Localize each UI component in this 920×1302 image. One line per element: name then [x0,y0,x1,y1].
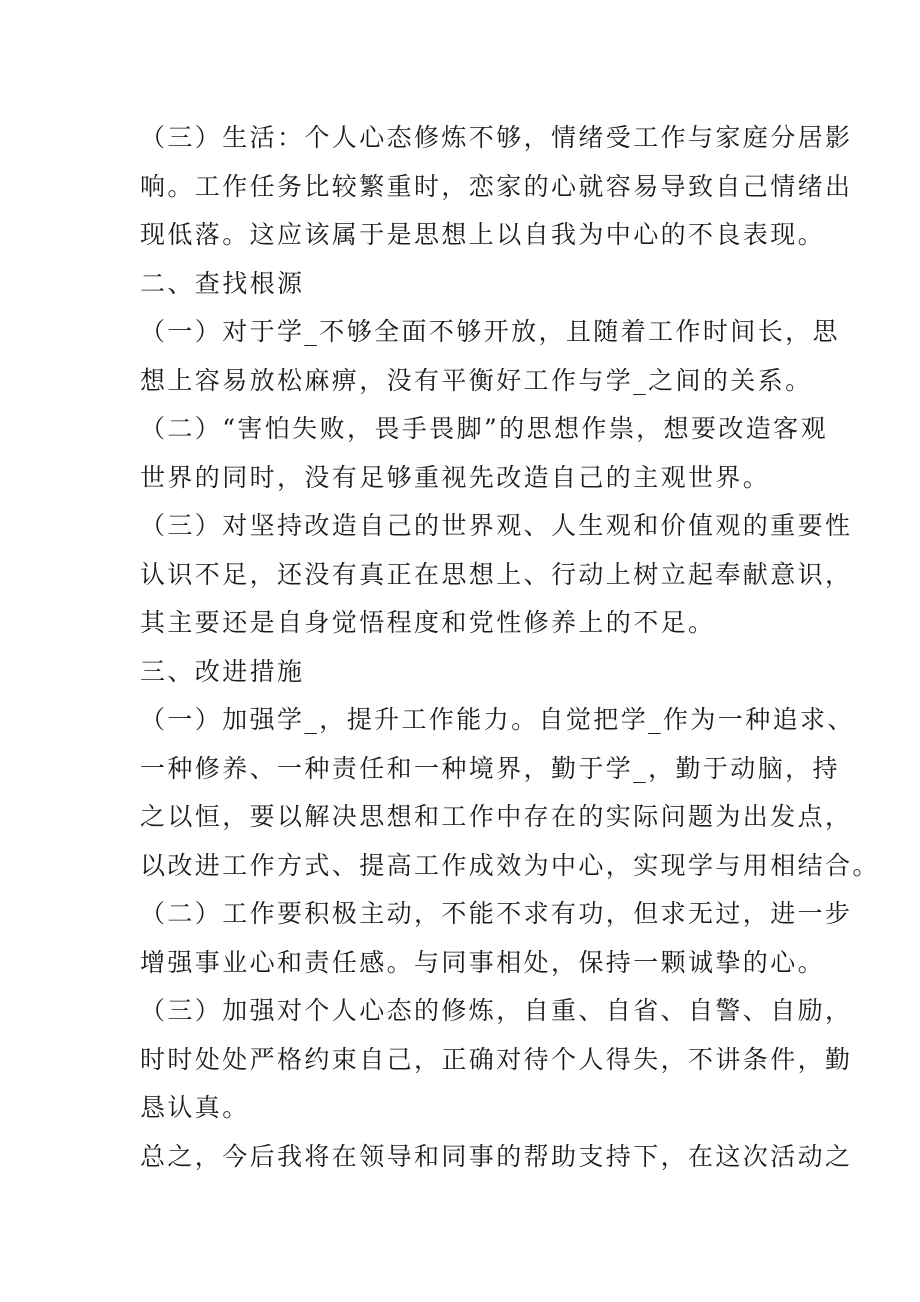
text-line: 增强事业心和责任感。与同事相处，保持一颗诚挚的心。 [140,947,826,977]
text-line: 现低落。这应该属于是思想上以自我为中心的不良表现。 [140,220,826,249]
text-line: （三）生活：个人心态修炼不够，情绪受工作与家庭分居影 [140,123,853,152]
text-line: 响。工作任务比较繁重时，恋家的心就容易导致自己情绪出 [140,171,853,201]
text-line: 总之，今后我将在领导和同事的帮助支持下，在这次活动之 [140,1141,853,1171]
section-heading: 三、改进措施 [140,656,305,686]
text-line: （二）工作要积极主动，不能不求有功，但求无过，进一步 [140,899,853,928]
text-line: （一）对于学_不够全面不够开放，且随着工作时间长，思 [140,317,840,346]
text-line: 世界的同时，没有足够重视先改造自己的主观世界。 [140,462,771,492]
text-line: 时时处处严格约束自己，正确对待个人得失，不讲条件，勤 [140,1044,853,1074]
text-line: （一）加强学_，提升工作能力。自觉把学_作为一种追求、 [140,705,855,734]
text-line: 一种修养、一种责任和一种境界，勤于学_，勤于动脑，持 [140,753,840,783]
text-line: 以改进工作方式、提高工作成效为中心，实现学与用相结合。 [140,850,880,880]
document-body [140,114,880,1181]
text-line: 认识不足，还没有真正在思想上、行动上树立起奉献意识， [140,559,853,589]
text-line: （二）“害怕失败，畏手畏脚”的思想作祟，想要改造客观 [140,414,828,443]
text-line: 想上容易放松麻痹，没有平衡好工作与学_之间的关系。 [140,365,813,395]
text-line: 其主要还是自身觉悟程度和党性修养上的不足。 [140,608,716,637]
text-line: （三）对坚持改造自己的世界观、人生观和价值观的重要性 [140,511,853,540]
text-line: 之以恒，要以解决思想和工作中存在的实际问题为出发点， [140,802,853,831]
text-line: （三）加强对个人心态的修炼，自重、自省、自警、自励， [140,996,853,1025]
text-line: 恳认真。 [140,1093,250,1122]
section-heading: 二、查找根源 [140,268,305,298]
